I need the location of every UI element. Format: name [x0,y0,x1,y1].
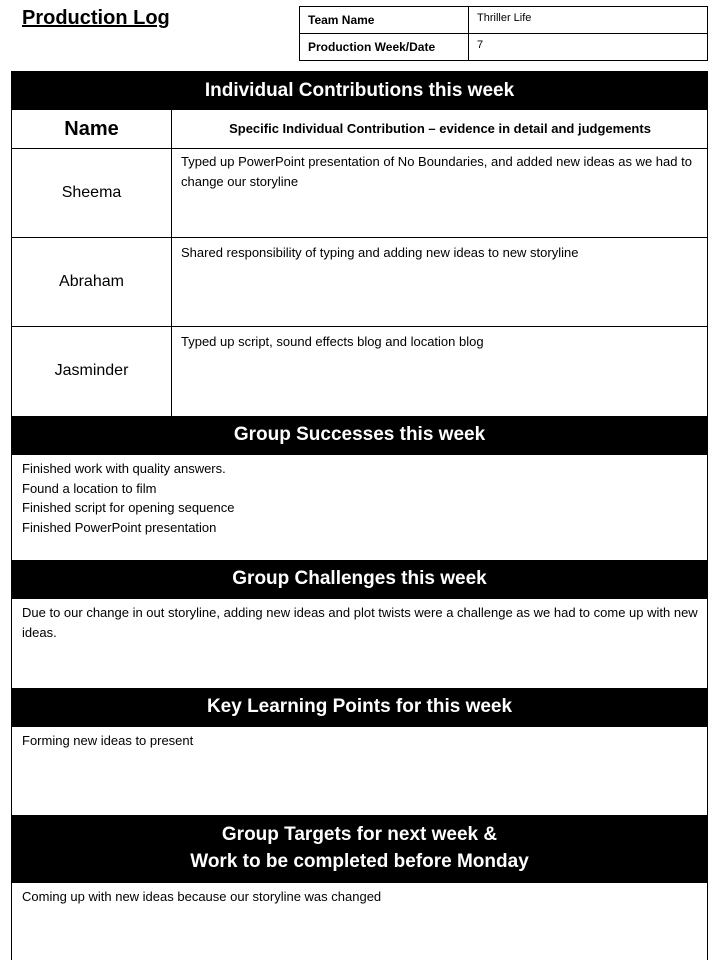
column-divider [171,110,172,416]
member-contribution: Typed up script, sound effects blog and location blog [181,334,484,349]
individual-contributions-header [11,72,708,110]
success-item: Finished script for opening sequence [22,500,235,515]
production-week-value: 7 [469,34,708,61]
team-name-label: Team Name [300,7,469,34]
individual-contributions-title: Individual Contributions this week [204,79,515,101]
member-name: Abraham [59,273,124,290]
member-name: Sheema [61,184,122,201]
group-successes-list [22,459,702,537]
group-targets-header [11,815,708,883]
member-name: Jasminder [54,362,129,379]
success-item: Finished work with quality answers. [22,461,226,476]
group-challenges-title: Group Challenges this week [232,568,487,590]
contribution-column-header: Specific Individual Contribution – evidence in detail and judgements [229,121,651,136]
group-successes-header [11,416,708,455]
member-contribution: Typed up PowerPoint presentation of No Boundaries, and added new ideas as we had to change our storyline [181,154,692,189]
member-contribution: Shared responsibility of typing and adding new ideas to new storyline [181,245,579,260]
group-targets-title-line2: Work to be completed before Monday [190,851,529,872]
production-week-label: Production Week/Date [300,34,469,61]
key-learning-title: Key Learning Points for this week [206,696,513,718]
team-name-value: Thriller Life [469,7,708,34]
group-targets-title-line1: Group Targets for next week & [221,824,498,846]
group-successes-title: Group Successes this week [233,424,486,446]
key-learning-text: Forming new ideas to present [22,733,194,748]
success-item: Found a location to film [22,480,157,496]
name-column-header: Name [64,117,119,140]
group-challenges-text: Due to our change in out storyline, adding new ideas and plot twists were a challenge as we had to come up with new ideas. [22,605,698,640]
key-learning-header [11,688,708,727]
page-title: Production Log [22,7,170,29]
group-challenges-header [11,560,708,599]
success-item: Finished PowerPoint presentation [22,519,217,535]
team-info-table [299,6,708,61]
group-targets-text: Coming up with new ideas because our storyline was changed [22,889,382,904]
